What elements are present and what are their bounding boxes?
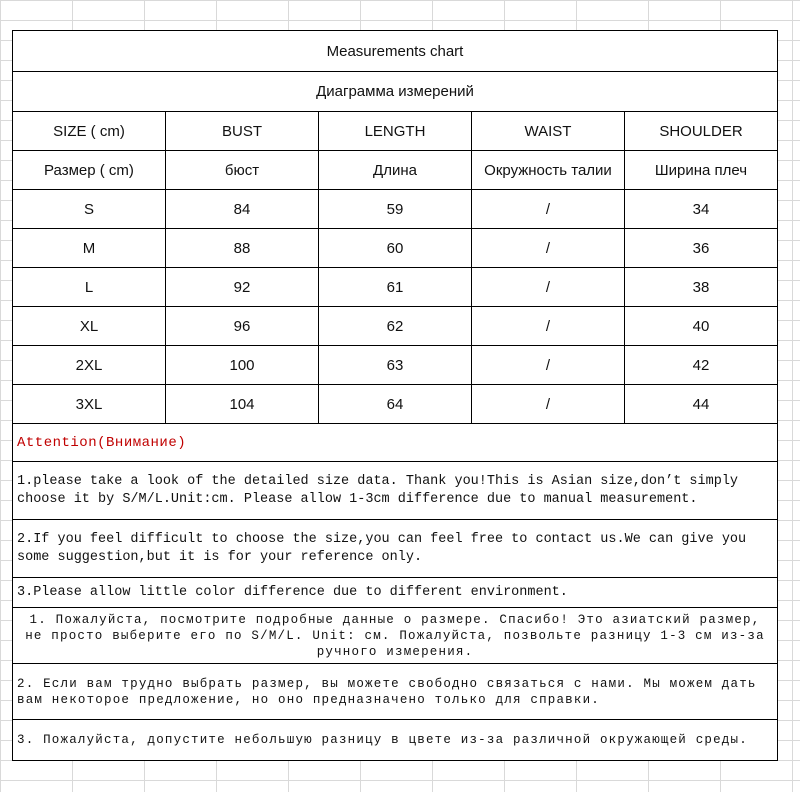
note-en-1: 1.please take a look of the detailed size data. Thank you!This is Asian size,don’t simply choose it by S/M/L.Unit:cm. Please allow 1-3cm difference due to manual measurement.	[17, 473, 747, 507]
table-cell: 59	[319, 190, 472, 229]
table-cell: 44	[625, 385, 777, 424]
table-cell: 2XL	[13, 346, 166, 385]
title-ru: Диаграмма измерений	[13, 72, 777, 112]
table-cell: 42	[625, 346, 777, 385]
attention-label: Attention(Внимание)	[17, 434, 187, 451]
measurements-sheet	[12, 30, 778, 761]
note-en-1-row	[13, 462, 777, 520]
note-ru-2-row	[13, 664, 777, 720]
table-cell: 61	[319, 268, 472, 307]
title-en: Measurements chart	[13, 31, 777, 72]
header-length-en: LENGTH	[319, 112, 472, 151]
note-en-3: 3.Please allow little color difference due to different environment.	[17, 584, 568, 600]
table-cell: /	[472, 346, 625, 385]
header-size-en: SIZE ( cm)	[13, 112, 166, 151]
table-cell: S	[13, 190, 166, 229]
table-cell: 34	[625, 190, 777, 229]
header-waist-en: WAIST	[472, 112, 625, 151]
header-length-ru: Длина	[319, 151, 472, 190]
table-cell: 84	[166, 190, 319, 229]
table-cell: /	[472, 307, 625, 346]
table-cell: 100	[166, 346, 319, 385]
table-cell: 40	[625, 307, 777, 346]
table-cell: 88	[166, 229, 319, 268]
table-cell: M	[13, 229, 166, 268]
table-cell: XL	[13, 307, 166, 346]
table-cell: /	[472, 385, 625, 424]
note-ru-1-row	[13, 608, 777, 664]
table-cell: 92	[166, 268, 319, 307]
table-cell: 36	[625, 229, 777, 268]
table-cell: 64	[319, 385, 472, 424]
table-cell: 60	[319, 229, 472, 268]
table-cell: 96	[166, 307, 319, 346]
note-en-2: 2.If you feel difficult to choose the size,you can feel free to contact us.We can give you some suggestion,but it is for your reference only.	[17, 531, 755, 565]
header-waist-ru: Окружность талии	[472, 151, 625, 190]
table-cell: /	[472, 268, 625, 307]
note-ru-3-row	[13, 720, 777, 760]
attention-row	[13, 424, 777, 462]
note-en-3-row	[13, 578, 777, 608]
table-cell: 104	[166, 385, 319, 424]
note-ru-1: 1. Пожалуйста, посмотрите подробные данные о размере. Спасибо! Это азиатский размер, не просто выберите его по S/M/L. Unit: см. Пожалуйста, позвольте разницу 1-3 см из-за ручного измерения.	[25, 612, 774, 659]
table-cell: 62	[319, 307, 472, 346]
header-shoulder-en: SHOULDER	[625, 112, 777, 151]
table-cell: /	[472, 190, 625, 229]
table-cell: 38	[625, 268, 777, 307]
table-cell: /	[472, 229, 625, 268]
table-cell: 63	[319, 346, 472, 385]
note-en-2-row	[13, 520, 777, 578]
table-cell: L	[13, 268, 166, 307]
note-ru-2: 2. Если вам трудно выбрать размер, вы можете свободно связаться с нами. Мы можем дать вам некоторое предложение, но оно предназначено только для справки.	[17, 676, 766, 707]
table-cell: 3XL	[13, 385, 166, 424]
note-ru-3: 3. Пожалуйста, допустите небольшую разницу в цвете из-за различной окружающей среды.	[17, 733, 748, 747]
header-bust-ru: бюст	[166, 151, 319, 190]
header-bust-en: BUST	[166, 112, 319, 151]
header-size-ru: Размер ( cm)	[13, 151, 166, 190]
header-shoulder-ru: Ширина плеч	[625, 151, 777, 190]
size-table	[13, 112, 777, 424]
